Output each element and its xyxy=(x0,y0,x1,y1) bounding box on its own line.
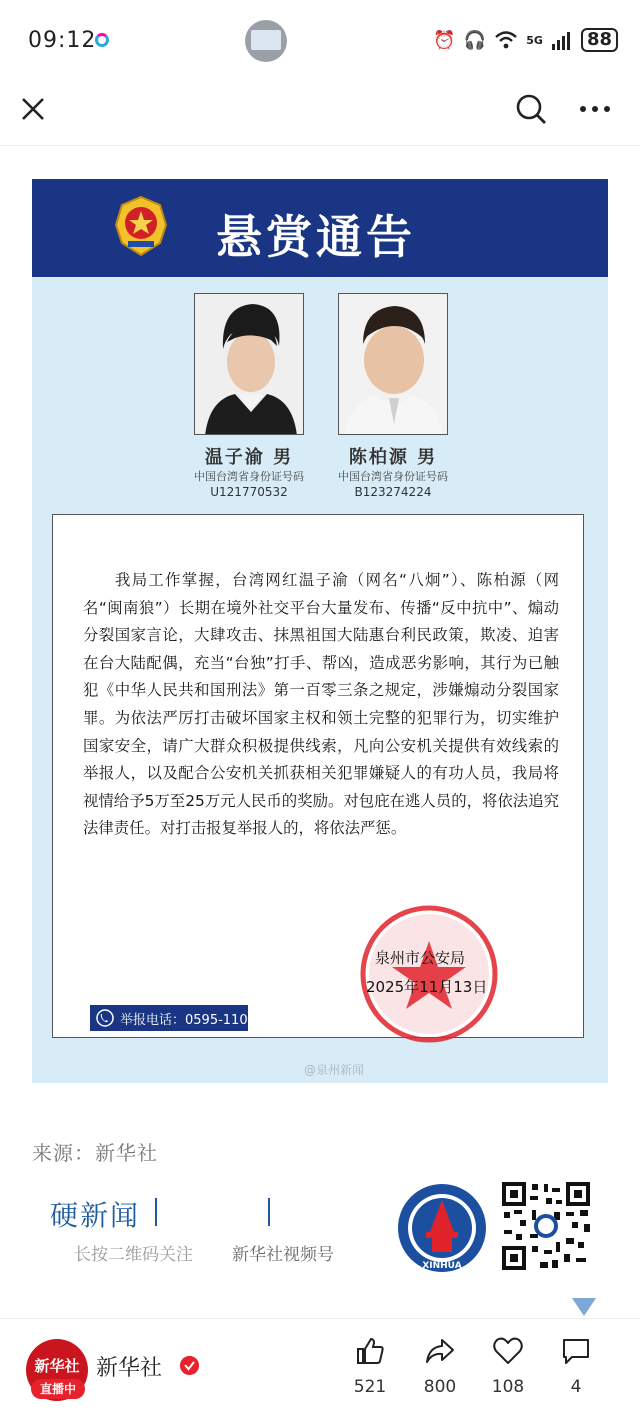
brand-subtitle-qr: 长按二维码关注 xyxy=(74,1245,193,1265)
notice-body: 我局工作掌握，台湾网红温子渝（网名“八炯”）、陈柏源（网名“闽南狼”）长期在境外社交平台大量发布、传播“反中抗中”、煽动分裂国家言论，大肆攻击、抹黑祖国大陆惠台利民政策，欺凌、迫害在台大陆配偶，充当“台独”打手、帮凶，造成恶劣影响，其行为已触犯《中华人民共和国刑法》第一百零三条之规定，涉嫌煽动分裂国家罪。为依法严厉打击破坏国家主权和领土完整的犯罪行为，切实维护国家安全，请广大群众积极提供线索，凡向公安机关提供有效线索的举报人，以及配合公安机关抓获相关犯罪嫌疑人的有功人员，我局将视情给予5万至25万元人民币的奖励。对包庇在逃人员的，将依法追究法律责任。对打击报复举报人的，将依法严惩。 xyxy=(83,571,559,838)
thumbs-up-icon xyxy=(354,1335,386,1367)
search-icon[interactable] xyxy=(514,92,548,126)
status-bar xyxy=(0,0,640,80)
xinhua-logo-icon xyxy=(396,1182,488,1274)
status-time: 09:12 xyxy=(28,28,97,53)
comment-button[interactable] xyxy=(546,1335,606,1397)
poster-header xyxy=(32,179,608,277)
police-emblem-icon xyxy=(110,195,172,257)
comment-count: 4 xyxy=(570,1377,582,1397)
account-name[interactable]: 新华社 xyxy=(96,1356,163,1381)
floating-window-thumbnail[interactable] xyxy=(245,20,287,62)
avatar-text: 新华社 xyxy=(34,1357,80,1375)
top-nav xyxy=(0,80,640,146)
notice-box xyxy=(52,514,584,1038)
suspect-name-2: 陈柏源 男 xyxy=(348,447,438,468)
image-watermark: @泉州新闻 xyxy=(304,1063,365,1077)
brand-subtitle-channel: 新华社视频号 xyxy=(232,1245,334,1265)
signal-icon xyxy=(551,30,573,50)
close-icon[interactable] xyxy=(18,94,48,124)
xinhua-logo-text: XINHUA xyxy=(422,1261,462,1271)
comment-icon xyxy=(560,1335,592,1367)
wifi-icon xyxy=(494,30,518,50)
brand-divider xyxy=(268,1198,270,1226)
bottom-action-bar xyxy=(0,1318,640,1414)
reward-notice-poster[interactable] xyxy=(32,179,608,1083)
share-count: 800 xyxy=(423,1377,457,1397)
suspect-id-1: U121770532 xyxy=(210,485,288,499)
poster-title: 悬赏通告 xyxy=(216,210,416,264)
brand-divider xyxy=(155,1198,157,1226)
share-icon xyxy=(424,1335,456,1367)
network-indicator-icon xyxy=(95,33,109,47)
suspect-photo-1 xyxy=(194,293,304,435)
network-type: 5G xyxy=(526,33,543,47)
qr-code[interactable] xyxy=(500,1180,592,1272)
more-options-icon[interactable] xyxy=(578,104,612,114)
hotline-text: 举报电话：0595-110 xyxy=(120,1012,248,1028)
verified-icon xyxy=(180,1356,199,1375)
article-source: 来源：新华社 xyxy=(32,1141,158,1165)
status-icons xyxy=(433,28,618,52)
favorite-count: 108 xyxy=(491,1377,525,1397)
like-count: 521 xyxy=(353,1377,387,1397)
suspect-id-2: B123274224 xyxy=(354,485,432,499)
share-button[interactable] xyxy=(410,1335,470,1397)
phone-icon xyxy=(96,1009,114,1027)
suspect-name-1: 温子渝 男 xyxy=(204,447,294,468)
battery-indicator: 88 xyxy=(581,28,618,52)
scroll-down-icon[interactable] xyxy=(572,1298,596,1316)
live-badge[interactable]: 直播中 xyxy=(31,1379,85,1399)
heart-icon xyxy=(492,1335,524,1367)
official-seal-icon xyxy=(358,903,500,1045)
brand-title: 硬新闻 xyxy=(50,1199,141,1232)
suspect-photo-2 xyxy=(338,293,448,435)
hotline-badge xyxy=(90,1005,248,1031)
suspect-id-label-2: 中国台湾省身份证号码 xyxy=(338,470,448,483)
like-button[interactable] xyxy=(340,1335,400,1397)
seal-date: 2025年11月13日 xyxy=(366,978,488,996)
headset-icon: 🎧 xyxy=(463,29,487,51)
alarm-icon: ⏰ xyxy=(433,29,456,51)
seal-organization: 泉州市公安局 xyxy=(375,949,466,967)
suspect-id-label-1: 中国台湾省身份证号码 xyxy=(194,470,304,483)
favorite-button[interactable] xyxy=(478,1335,538,1397)
